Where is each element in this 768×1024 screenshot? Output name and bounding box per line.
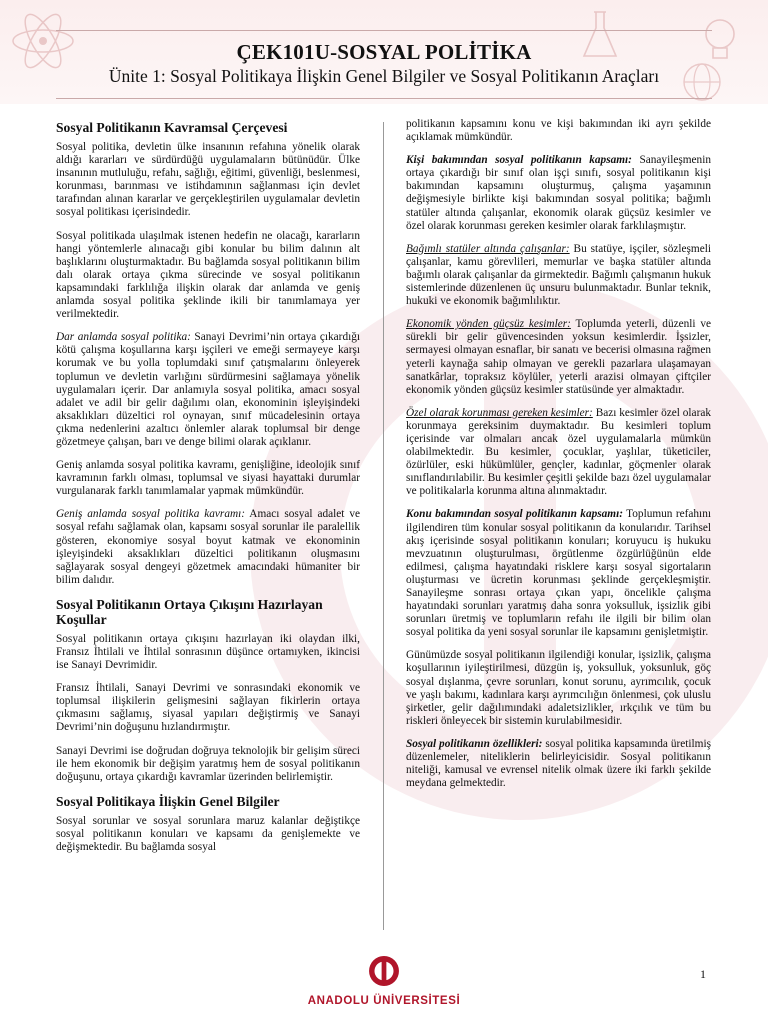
paragraph	[406, 154, 711, 233]
term-dependent-workers: Bağımlı statüler altında çalışanlar:	[406, 242, 570, 255]
paragraph	[406, 407, 711, 499]
term-broad-social-policy: Geniş anlamda sosyal politika kavramı:	[56, 508, 246, 521]
header-rule-top	[56, 30, 712, 31]
paragraph-text: Bazı kesimler özel olarak korunmaya gereksinim duymaktadır. Bu kesimleri toplum içerisinde var olmaları ancak özel uygulamalarla mümkün olabilmektedir. Bu kesimler, çocuklar, yaşlılar, tüketiciler, özürlüler, eski hükümlüler, gençler, kadınlar, göçmenler olarak sınıflandırılabilir. Bu kesimler çeşitli şekilde bazı özel uygulamalar ve politikalarla korunma altına alınmaktadır.	[406, 406, 711, 498]
unit-subtitle: Ünite 1: Sosyal Politikaya İlişkin Genel Bilgiler ve Sosyal Politikanın Araçları	[108, 66, 660, 86]
paragraph-text: sosyal politika kapsamında üretilmiş düzenlemeler, niteliklerin belirleyicisidir. Sosyal politikanın niteliği, kamusal ve evrensel nitelik olmak üzere iki farklı şekilde meydana gelmektedir.	[406, 737, 711, 790]
paragraph	[56, 331, 360, 449]
term-person-scope: Kişi bakımından sosyal politikanın kapsamı:	[406, 154, 632, 167]
paragraph-text: Toplumun refahını ilgilendiren tüm konular sosyal politikanın da konularıdır. Tarihsel akış içerisinde sosyal politikanın konuları; koruyucu iş hukuku mevzuatının oluşturulması, örgütlenme özgürlüğünün elde edilmesi, çalışma hayatındaki risklere karşı sosyal sigortaların oluşturması ve ücretin korunması şeklinde gerçekleşmiştir. Sanayileşme sonrası ortaya çıkan yapı, öncelikle çalışma hayatındaki sorunları yaratmış daha sonra yoksulluk, işsizlik gibi sorunları üretmiş ve toplumların refahı ile ilgili bir bilim olan sosyal politika da yeni sosyal sorunlar ile kapsamını genişletmiştir.	[406, 508, 711, 639]
paragraph-text: Toplumda yeterli, düzenli ve sürekli bir gelir güvencesinden yoksun kesimlerdir. İşsizler, sermayesi olmayan esnaflar, bir sanatı ve becerisi olmasına rağmen yeterli kaynağa sahip olmayan ve gerekli pazarlara ulaşamayan sanatkârlar, topraksız köylüler, yeterli arazisi olmayan çiftçiler ekonomik yönden güçsüz kesimler statüsünde yer almaktadır.	[406, 318, 711, 396]
paragraph: Günümüzde sosyal politikanın ilgilendiği konular, işsizlik, çalışma koşullarının iyileştirilmesi, düzgün iş, yoksulluk, yoksunluk, göç sosyal dışlanma, çevre sorunları, konut sorunu, ayrımcılık, çocuk ve yaşlı bakımı, kadınlara karşı ayrımcılığın önlenmesi, çok uluslu şirketler, gelir dağılımındaki adaletsizlikler, ırkçılık ve tüm bu riskleri önleyecek bir sistemin kurulabilmesidir.	[406, 649, 711, 727]
paragraph: politikanın kapsamını konu ve kişi bakımından iki ayrı şekilde açıklamak mümkündür.	[406, 118, 711, 144]
paragraph: Sosyal politikada ulaşılmak istenen hedefin ne olacağı, kararların hangi yöntemlerle alınacağı gibi konular bu bilim dalının alt başlıklarını oluşturmaktadır. Bu bağlamda sosyal politikanın bilim dalı olarak ortaya çıkma sürecinde ve sosyal politikanın kapsamındaki farklılığa ilişkin olarak dar anlamda ve geniş anlamda sosyal politika şeklinde ikili bir tanımlamaya yer verilmektedir.	[56, 229, 360, 321]
page-number: 1	[700, 967, 706, 981]
paragraph-text: Amacı sosyal adalet ve sosyal refahı sağlamak olan, kapsamı sosyal sorunlar ile paralellik gösteren, ekonomiye sosyal boyut katmak ve ekonominin işleyişindeki aksaklıkları düzeltici politikanın oluşmasını sağlayarak sosyal dengeyi gözetmek amacındaki hümaniter bir bilim dalıdır.	[56, 508, 360, 586]
paragraph-text: Bu statüye, işçiler, sözleşmeli çalışanlar, kamu görevlileri, memurlar ve başka statüler altında bağımlı olarak çalışanlar da girmektedir. Bağımlı çalışmanın hukuk sistemlerinde düzenlenen üç unsuru bulunmaktadır. Bunlar teknik, hukuki ve ekonomik bağımlılıktır.	[406, 242, 711, 308]
document-title: ÇEK101U-SOSYAL POLİTİKA	[236, 40, 532, 64]
paragraph: Sanayi Devrimi ise doğrudan doğruya teknolojik bir gelişim süreci ile hem ekonomik bir değişim yaratmış hem de sosyal politikanın doğuşunu, ortaya çıkardığı kavramlar üzerinden belirlemiştir.	[56, 744, 360, 783]
paragraph-text: Sanayileşmenin ortaya çıkardığı bir sınıf olan işçi sınıfı, sosyal politikanın kişi bakımından kapsamını oluşturmuş, çalışma yaşamının değişmesiyle birlikte kişi bakımından sosyal politika; bağımlı statüler altında çalışanlar, ekonomik olarak güçsüz kesimler ve özel olarak korunması gereken kesimler olarak farklılaşmıştır.	[406, 154, 711, 232]
paragraph: Geniş anlamda sosyal politika kavramı, genişliğine, ideolojik sınıf kavramının farklı olması, toplumsal ve siyasi hayattaki durumlar vurgulanarak farklı tanımlamalar yapmak mümkündür.	[56, 459, 360, 498]
right-column	[406, 118, 711, 800]
left-column	[56, 120, 360, 864]
term-features: Sosyal politikanın özellikleri:	[406, 737, 543, 750]
section-heading-general-information: Sosyal Politikaya İlişkin Genel Bilgiler	[56, 793, 280, 809]
paragraph: Sosyal politikanın ortaya çıkışını hazırlayan iki olaydan ilki, Fransız İhtilali ve İhtilal sonrasının düşünce ortamıyken, ikincisi ise Sanayi Devrimidir.	[56, 632, 360, 672]
term-protected-groups: Özel olarak korunması gereken kesimler:	[406, 406, 593, 419]
paragraph: Fransız İhtilali, Sanayi Devrimi ve sonrasındaki ekonomik ve toplumsal ilişkilerin gelişmesini sağlayan fikirlerin ortaya çıkmasını sağlamış, siyasal yapıları değiştirmiş ve Sanayi Devrimi’nin doğuşunu hızlandırmıştır.	[56, 682, 360, 734]
university-name: ANADOLU ÜNİVERSİTESİ	[307, 995, 461, 1007]
header-rule-bottom	[56, 98, 712, 99]
university-logo	[304, 954, 464, 1010]
paragraph: Sosyal sorunlar ve sosyal sorunlara maruz kalanlar değiştikçe sosyal politikanın konuları ve kapsamı da genişlemekte ve değişmektedir. Bu bağlamda sosyal	[56, 814, 360, 854]
logo-mark-icon	[367, 954, 401, 988]
section-heading-emergence-conditions: Sosyal Politikanın Ortaya Çıkışını Hazırlayan Koşullar	[56, 596, 323, 627]
paragraph	[406, 738, 711, 790]
column-divider	[383, 122, 384, 930]
paragraph	[406, 243, 711, 308]
paragraph-text: Sanayi Devrimi’nin ortaya çıkardığı kötü çalışma koşullarına karşı işçileri ve emeği sermayeye karşı korumak ve bu yolla toplumdaki sınıf çatışmalarını önleyerek toplumun ve devletin varlığını sürdürmesini sağlamaya yönelik uygulamaları içerir. Dar anlamıyla sosyal politika, amacı sosyal adalet ve adil bir gelir dağılımı olan, ekonominin işleyişindeki aksaklıkları düzeltici rol oynayan, sınıf mücadelesinin ortaya çıkma nedenlerini azaltıcı önlemler alarak toplumsal bir denge gözetmeye çalışan, barı ve denge bilimi olarak açıklanır.	[56, 331, 361, 448]
paragraph	[406, 318, 711, 397]
paragraph	[56, 508, 360, 587]
term-subject-scope: Konu bakımından sosyal politikanın kapsamı:	[406, 508, 623, 521]
section-heading-conceptual-framework: Sosyal Politikanın Kavramsal Çerçevesi	[56, 120, 288, 135]
paragraph	[406, 508, 711, 639]
term-economically-weak: Ekonomik yönden güçsüz kesimler:	[406, 318, 571, 331]
paragraph: Sosyal politika, devletin ülke insanının refahına yönelik olarak aldığı kararları ve sürdürdüğü uygulamaların bütünüdür. Ülke insanının mutluluğu, refahı, sağlığı, eğitimi, güvenliği, beslenmesi, korunması, barınması ve istihdamının sağlanması için devlet tarafından alınan kararlar ve gerçekleştirilen uygulamalar devletin sosyal politikası içerisindedir.	[56, 141, 360, 219]
term-narrow-social-policy: Dar anlamda sosyal politika:	[56, 331, 191, 344]
header	[0, 40, 768, 87]
